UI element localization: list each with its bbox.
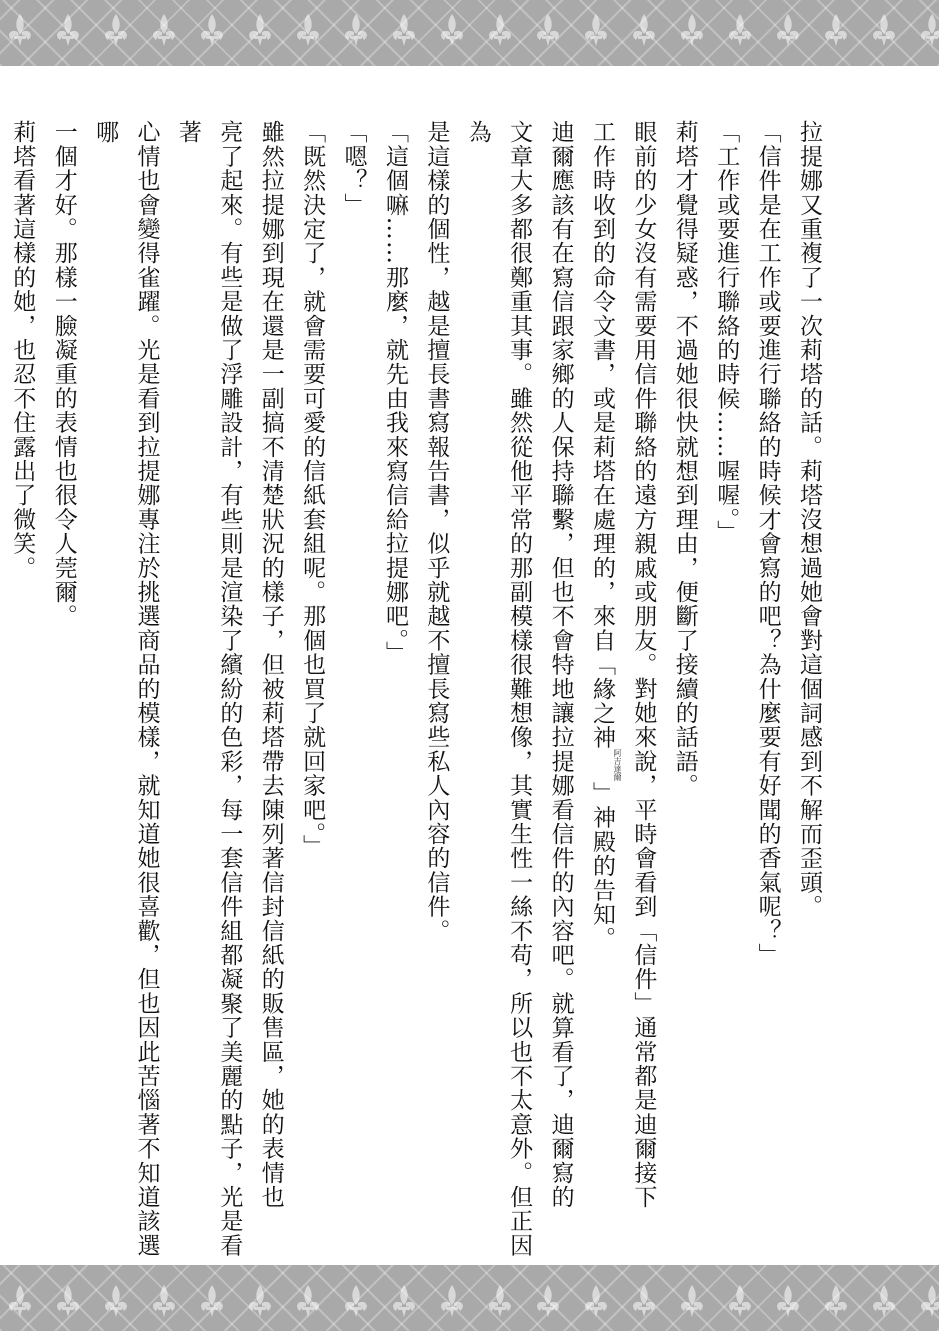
paragraph: 心情也會變得雀躍。光是看到拉提娜專注於挑選商品的模樣，就知道她很喜歡，但也因此苦惱著不知道該選哪 [92, 120, 160, 1258]
bottom-decorative-band [0, 1265, 939, 1331]
paragraph-with-ruby [581, 120, 622, 1270]
fleur-de-lis-icon [9, 14, 939, 46]
top-decorative-band [0, 0, 939, 66]
paragraph: 「工作或要進行聯絡的時候……喔喔。」 [713, 120, 740, 545]
fleur-de-lis-pattern-top [0, 0, 939, 66]
paragraph: 莉塔看著這樣的她，也忍不住露出了微笑。 [9, 120, 36, 580]
paragraph: 「嗯？」 [340, 120, 367, 217]
paragraph: 雖然拉提娜到現在還是一副搞不清楚狀況的樣子，但被莉塔帶去陳列著信封信紙的販售區，她的表情也 [257, 120, 284, 1209]
paragraph: 「既然決定了，就會需要可愛的信紙套組呢。那個也買了就回家吧。」 [299, 120, 326, 859]
novel-body-text [1, 120, 829, 1270]
ruby-line-after: 」神殿的告知。 [588, 781, 615, 951]
ruby-reading: 阿吉達爾 [612, 749, 622, 782]
paragraph: 眼前的少女沒有需要用信件聯絡的遠方親戚或朋友。對她來說，平時會看到「信件」通常都是迪爾接下 [630, 120, 657, 1209]
paragraph: 文章大多都很鄭重其事。雖然從他平常的那副模樣很難想像，其實生性一絲不苟，所以也不太意外。但正因為 [464, 120, 533, 1258]
paragraph: 拉提娜又重複了一次莉塔的話。莉塔沒想過她會對這個詞感到不解而歪頭。 [796, 120, 822, 919]
fleur-de-lis-pattern-bottom [0, 1265, 939, 1331]
fleur-de-lis-icon [9, 1285, 939, 1317]
ruby-annotation [588, 676, 622, 782]
paragraph: 「信件是在工作或要進行聯絡的時候才會寫的吧？為什麼要有好聞的香氣呢？」 [754, 120, 781, 967]
paragraph: 「這個嘛……那麼，就先由我來寫信給拉提娜吧。」 [381, 120, 408, 666]
ruby-base: 緣之神 [588, 676, 615, 750]
paragraph: 迪爾應該有在寫信跟家鄉的人保持聯繫，但也不會特地讓拉提娜看信件的內容吧。就算看了，迪爾寫的 [547, 120, 574, 1209]
paragraph: 莉塔才覺得疑惑，不過她很快就想到理由，便斷了接續的話語。 [671, 120, 698, 798]
paragraph: 亮了起來。有些是做了浮雕設計，有些則是渲染了繽紛的色彩，每一套信件組都凝聚了美麗的點子，光是看著 [174, 120, 243, 1258]
paragraph: 是這樣的個性，越是擅長書寫報告書，似乎就越不擅長寫些私人內容的信件。 [423, 120, 450, 943]
ruby-line-before: 工作時收到的命令文書，或是莉塔在處理的，來自「 [588, 120, 615, 677]
paragraph: 一個才好。那樣一臉凝重的表情也很令人莞爾。 [50, 120, 77, 629]
